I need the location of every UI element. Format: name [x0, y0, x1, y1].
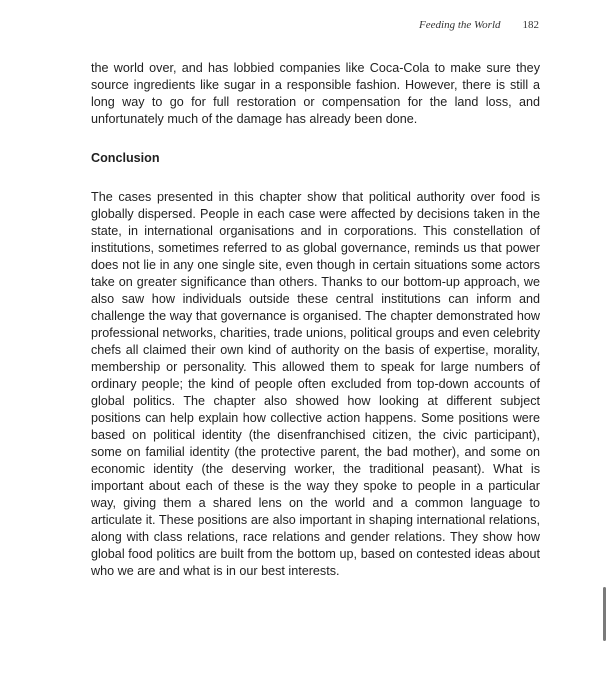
conclusion-paragraph: The cases presented in this chapter show that political authority over food is globally dispersed. People in each case were affected by decisions taken in the state, in international organisations and in corporations. This constellation of institutions, sometimes referred to as global governance, reminds us that power does not lie in any one single site, even though in certain situations some actors take on greater significance than others. Thanks to our bottom-up approach, we also saw how individuals outside these central institutions can inform and challenge the way that governance is organised. The chapter demonstrated how professional networks, charities, trade unions, political groups and even celebrity chefs all claimed their own kind of authority on the basis of expertise, morality, membership or personality. This allowed them to speak for large numbers of ordinary people; the kind of people often excluded from top-down accounts of global politics. The chapter also showed how looking at different subject positions can help explain how collective action happens. Some positions were based on political identity (the disenfranchised citizen, the civic participant), some on familial identity (the protective parent, the bad mother), and some on economic identity (the deserving worker, the traditional peasant). What is important about each of these is the way they spoke to people in a particular way, giving them a shared lens on the world and a common language to articulate it. These positions are also important in shaping international relations, along with class relations, race relations and gender relations. They show how global food politics are built from the bottom up, based on contested ideas about who we are and what is in our best interests.	[91, 190, 540, 578]
scrollbar-thumb[interactable]	[603, 587, 606, 641]
running-title: Feeding the World	[419, 19, 501, 31]
page-number: 182	[522, 19, 539, 31]
running-header	[419, 19, 539, 31]
continuation-paragraph: the world over, and has lobbied companies like Coca-Cola to make sure they source ingredients like sugar in a responsible fashion. However, there is still a long way to go for full restoration or compensation for the land loss, and unfortunately much of the damage has already been done.	[91, 61, 540, 126]
page-content	[91, 60, 540, 580]
section-heading: Conclusion	[91, 151, 160, 165]
